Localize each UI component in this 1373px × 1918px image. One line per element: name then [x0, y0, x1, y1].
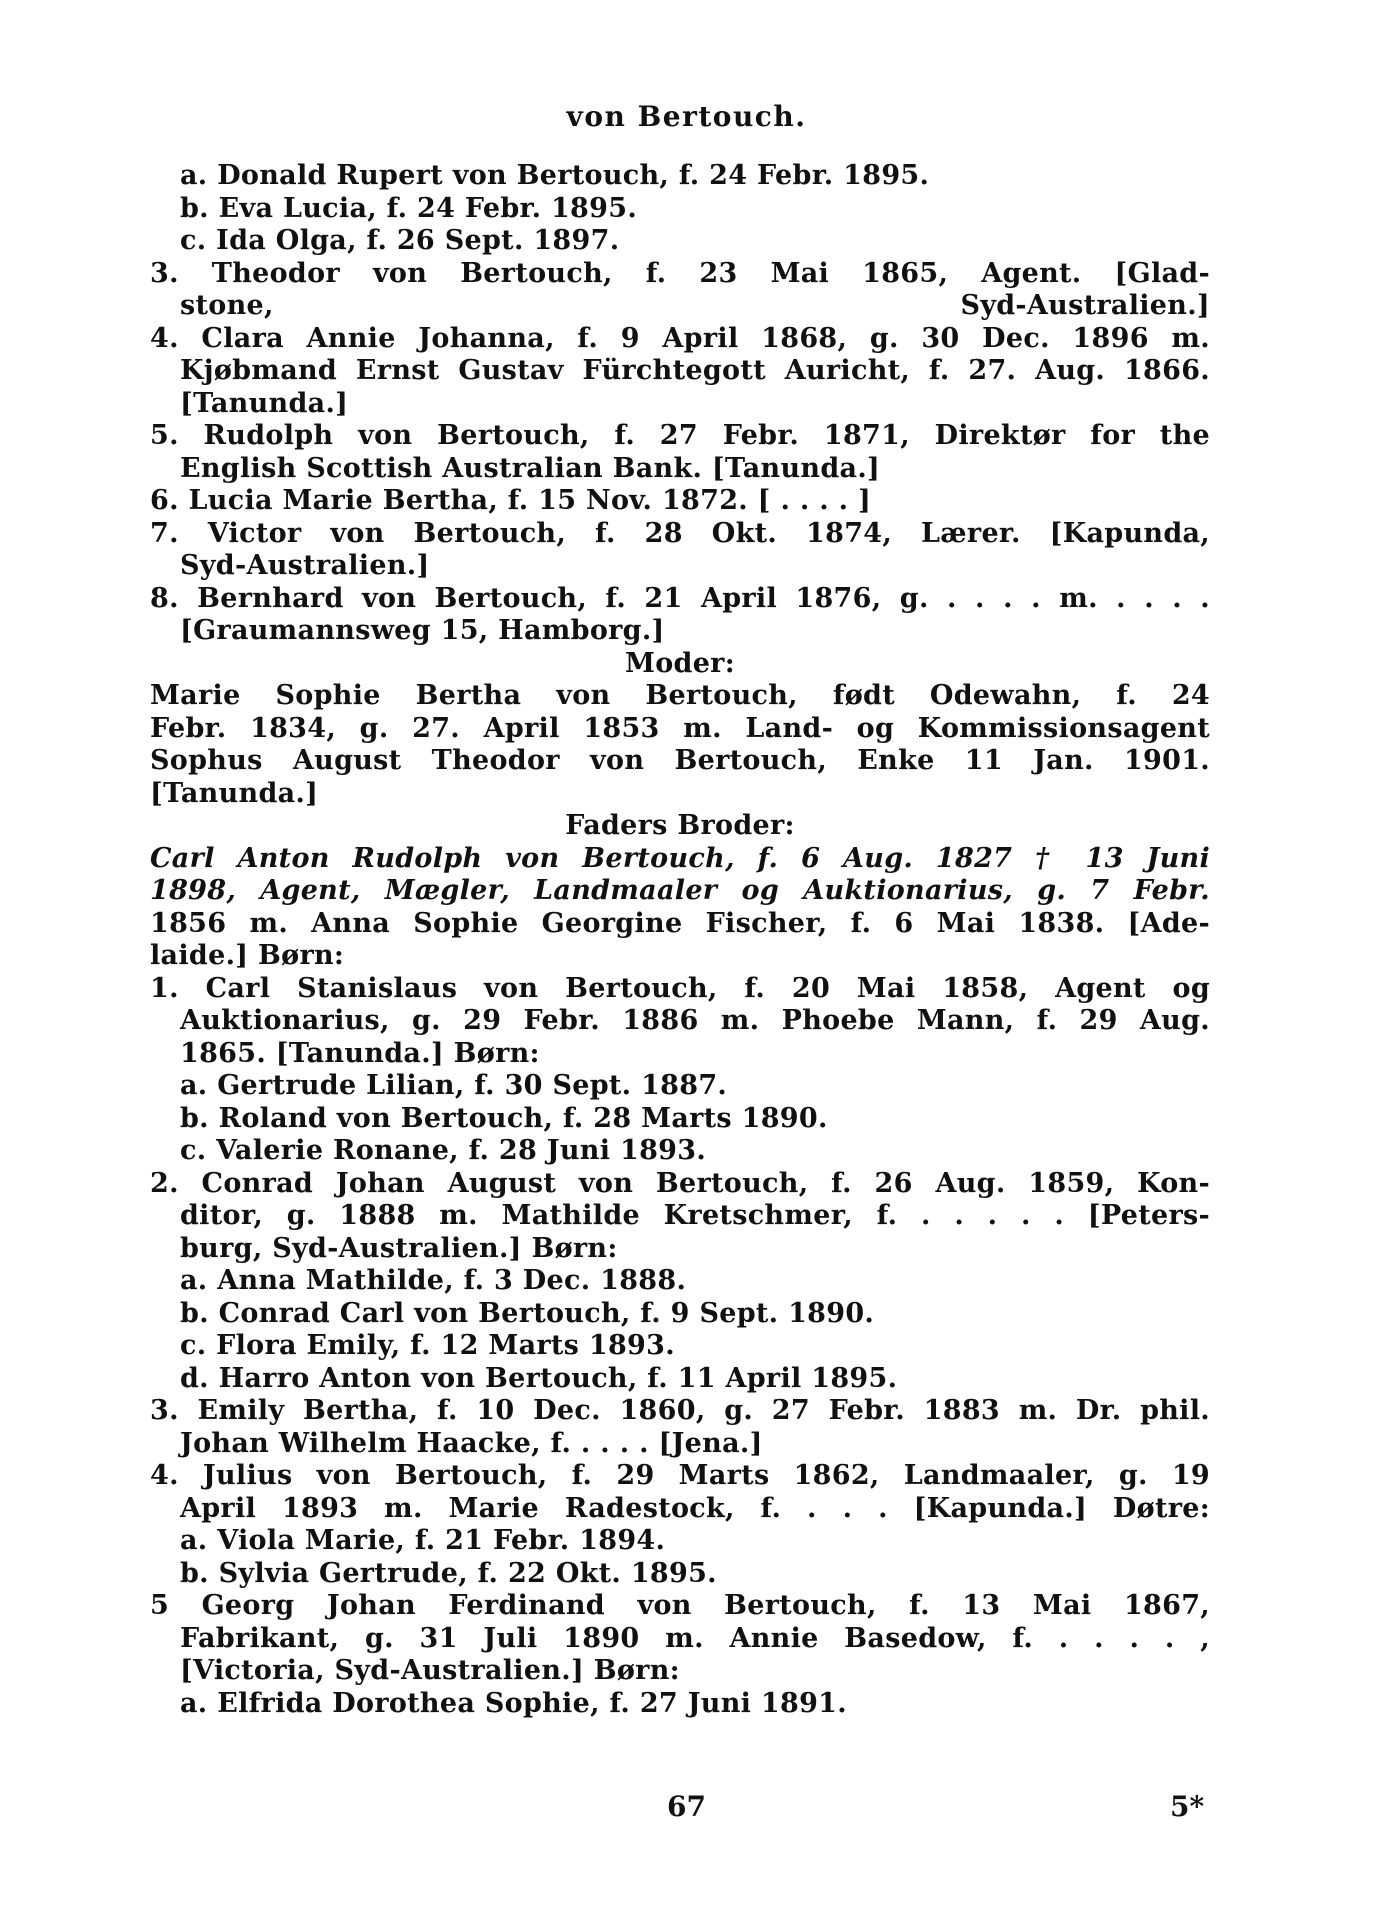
text-line: 4. Clara Annie Johanna, f. 9 April 1868, g. 30 Dec. 1896 m.: [150, 322, 1210, 354]
text-line: 2. Conrad Johan August von Bertouch, f. 26 Aug. 1859, Kon-: [150, 1167, 1210, 1199]
text-line: 4. Julius von Bertouch, f. 29 Marts 1862, Landmaaler, g. 19: [150, 1460, 1210, 1491]
signature-mark: 5*: [1170, 1790, 1205, 1823]
text-line: 8. Bernhard von Bertouch, f. 21 April 1876, g. . . . . m. . . . .: [150, 582, 1210, 614]
text-line: English Scottish Australian Bank. [Tanunda.]: [180, 452, 881, 484]
page-body: [150, 160, 1210, 1720]
text-line: Marie Sophie Bertha von Bertouch, født Odewahn, f. 24: [150, 680, 1210, 711]
text-line: b. Roland von Bertouch, f. 28 Marts 1890.: [180, 1102, 828, 1134]
text-line: [Graumannsweg 15, Hamborg.]: [180, 615, 665, 646]
section-heading: Faders Broder:: [565, 810, 795, 841]
text-line: a. Elfrida Dorothea Sophie, f. 27 Juni 1891.: [180, 1687, 847, 1719]
text-line: b. Conrad Carl von Bertouch, f. 9 Sept. 1890.: [180, 1297, 875, 1329]
text-line: d. Harro Anton von Bertouch, f. 11 April 1895.: [180, 1362, 898, 1394]
text-line: April 1893 m. Marie Radestock, f. . . . [Kapunda.] Døtre:: [180, 1492, 1210, 1524]
text-line: 3. Emily Bertha, f. 10 Dec. 1860, g. 27 Febr. 1883 m. Dr. phil.: [150, 1395, 1210, 1426]
text-line: b. Eva Lucia, f. 24 Febr. 1895.: [180, 192, 638, 224]
text-line: laide.] Børn:: [150, 940, 345, 971]
text-line: 1856 m. Anna Sophie Georgine Fischer, f. 6 Mai 1838. [Ade-: [150, 907, 1210, 939]
text-line: 5 Georg Johan Ferdinand von Bertouch, f. 13 Mai 1867,: [150, 1590, 1210, 1621]
text-line: [Tanunda.]: [150, 777, 319, 809]
text-line: c. Valerie Ronane, f. 28 Juni 1893.: [180, 1135, 707, 1166]
text-line: a. Anna Mathilde, f. 3 Dec. 1888.: [180, 1265, 687, 1296]
text-line: 1898, Agent, Mægler, Landmaaler og Auktionarius, g. 7 Febr.: [150, 875, 1210, 906]
page-number: 67: [667, 1790, 706, 1823]
text-line: burg, Syd-Australien.] Børn:: [180, 1232, 618, 1264]
text-line: c. Ida Olga, f. 26 Sept. 1897.: [180, 225, 620, 256]
section-heading: Moder:: [625, 647, 735, 679]
running-header: von Bertouch.: [566, 100, 807, 133]
text-line: 1865. [Tanunda.] Børn:: [180, 1037, 540, 1069]
text-line: Carl Anton Rudolph von Bertouch, f. 6 Aug. 1827 † 13 Juni: [150, 842, 1210, 874]
text-line: 5. Rudolph von Bertouch, f. 27 Febr. 1871, Direktør for the: [150, 420, 1210, 451]
text-line: Syd-Australien.]: [180, 550, 430, 581]
text-line: b. Sylvia Gertrude, f. 22 Okt. 1895.: [180, 1557, 717, 1589]
text-line: 3. Theodor von Bertouch, f. 23 Mai 1865, Agent. [Glad-: [150, 257, 1210, 289]
text-line: Auktionarius, g. 29 Febr. 1886 m. Phoebe Mann, f. 29 Aug.: [180, 1005, 1210, 1036]
text-line: c. Flora Emily, f. 12 Marts 1893.: [180, 1330, 675, 1361]
text-line: a. Donald Rupert von Bertouch, f. 24 Febr. 1895.: [180, 160, 930, 191]
text-line: a. Gertrude Lilian, f. 30 Sept. 1887.: [180, 1070, 728, 1101]
text-line: Febr. 1834, g. 27. April 1853 m. Land- og Kommissionsagent: [150, 712, 1210, 744]
text-line: ditor, g. 1888 m. Mathilde Kretschmer, f. . . . . . [Peters-: [180, 1200, 1210, 1231]
text-line: Sophus August Theodor von Bertouch, Enke 11 Jan. 1901.: [150, 745, 1210, 776]
text-line: Kjøbmand Ernst Gustav Fürchtegott Auricht, f. 27. Aug. 1866.: [180, 355, 1210, 386]
text-line: 7. Victor von Bertouch, f. 28 Okt. 1874, Lærer. [Kapunda,: [150, 517, 1210, 549]
text-line: [Tanunda.]: [180, 387, 349, 419]
text-line: Fabrikant, g. 31 Juli 1890 m. Annie Basedow, f. . . . . ,: [180, 1622, 1210, 1654]
text-line: [Victoria, Syd-Australien.] Børn:: [180, 1655, 680, 1686]
text-line: 1. Carl Stanislaus von Bertouch, f. 20 Mai 1858, Agent og: [150, 972, 1210, 1004]
text-line: Johan Wilhelm Haacke, f. . . . . [Jena.]: [180, 1427, 763, 1459]
text-line: a. Viola Marie, f. 21 Febr. 1894.: [180, 1525, 666, 1556]
text-line: 6. Lucia Marie Bertha, f. 15 Nov. 1872. [ . . . . ]: [150, 485, 872, 516]
text-line: stone, Syd-Australien.]: [180, 290, 1210, 321]
